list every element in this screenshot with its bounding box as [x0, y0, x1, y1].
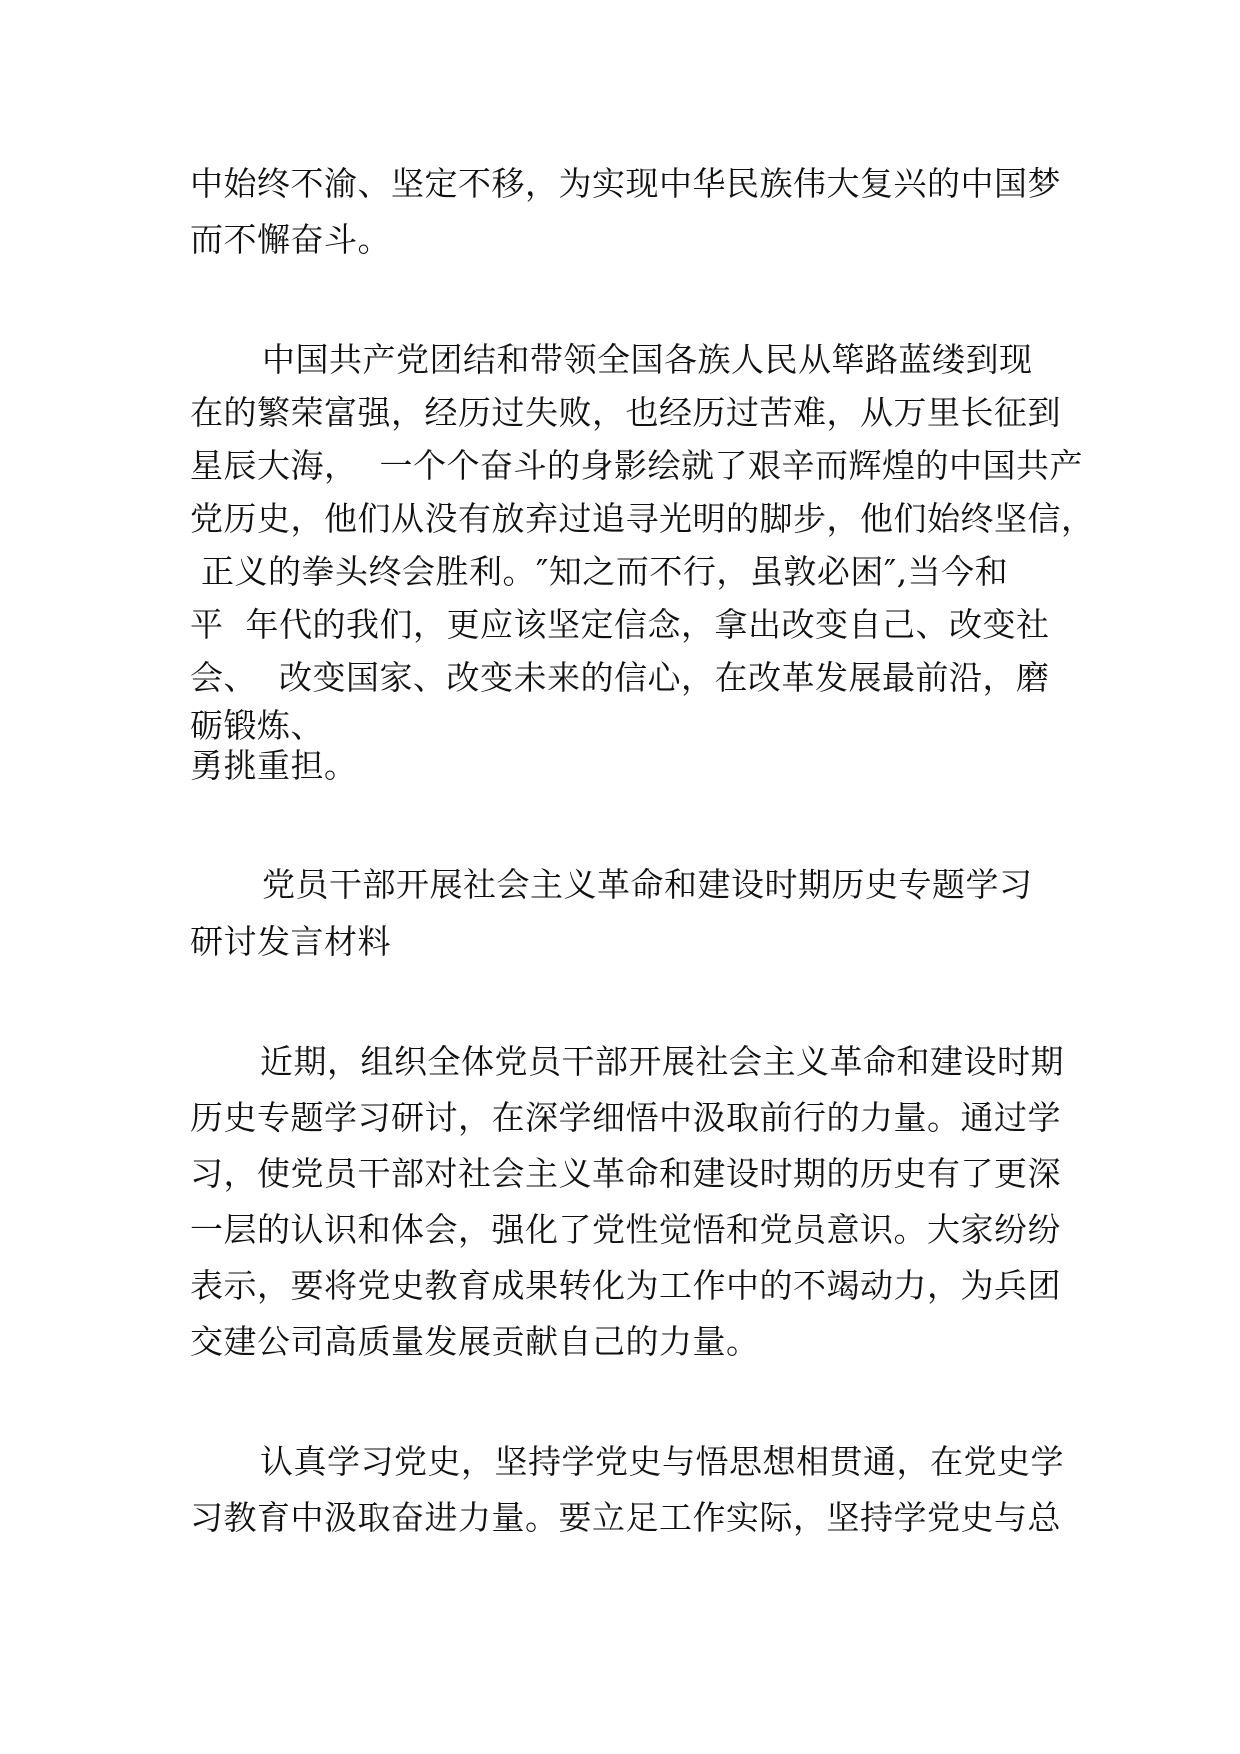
text-line: 表示，要将党史教育成果转化为工作中的不竭动力，为兵团	[190, 1266, 1061, 1305]
title-line: 研讨发言材料	[190, 922, 391, 961]
text-line: 一层的认识和体会，强化了党性觉悟和党员意识。大家纷纷	[190, 1210, 1061, 1249]
text-line: 历史专题学习研讨，在深学细悟中汲取前行的力量。通过学	[190, 1098, 1061, 1137]
title-line: 党员干部开展社会主义革命和建设时期历史专题学习	[262, 865, 1033, 904]
text-line: 习，使党员干部对社会主义革命和建设时期的历史有了更深	[190, 1154, 1061, 1193]
text-line: 党历史，他们从没有放弃过追寻光明的脚步，他们始终坚信，	[190, 499, 1095, 538]
text-line: 会、 改变国家、改变未来的信心，在改革发展最前沿，磨	[190, 658, 1050, 697]
text-line: 勇挑重担。	[190, 746, 358, 785]
text-line: 而不懈奋斗。	[190, 220, 391, 259]
text-line: 近期，组织全体党员干部开展社会主义革命和建设时期	[260, 1042, 1064, 1081]
text-line: 平 年代的我们，更应该坚定信念，拿出改变自己、改变社	[190, 605, 1050, 644]
text-line: 砺锻炼、	[190, 706, 324, 745]
text-line: 交建公司高质量发展贡献自己的力量。	[190, 1322, 760, 1361]
text-line: 星辰大海， 一个个奋斗的身影绘就了艰辛而辉煌的中国共产	[190, 446, 1083, 485]
text-line: 习教育中汲取奋进力量。要立足工作实际，坚持学党史与总	[190, 1498, 1061, 1537]
text-line: 中始终不渝、坚定不移，为实现中华民族伟大复兴的中国梦	[190, 164, 1061, 203]
text-line: 中国共产党团结和带领全国各族人民从筚路蓝缕到现	[262, 340, 1033, 379]
text-line: 认真学习党史，坚持学党史与悟思想相贯通，在党史学	[260, 1442, 1064, 1481]
text-line: 正义的拳头终会胜利。″知之而不行，虽敦必困″,当今和	[190, 552, 1009, 591]
text-line: 在的繁荣富强，经历过失败，也经历过苦难，从万里长征到	[190, 393, 1061, 432]
